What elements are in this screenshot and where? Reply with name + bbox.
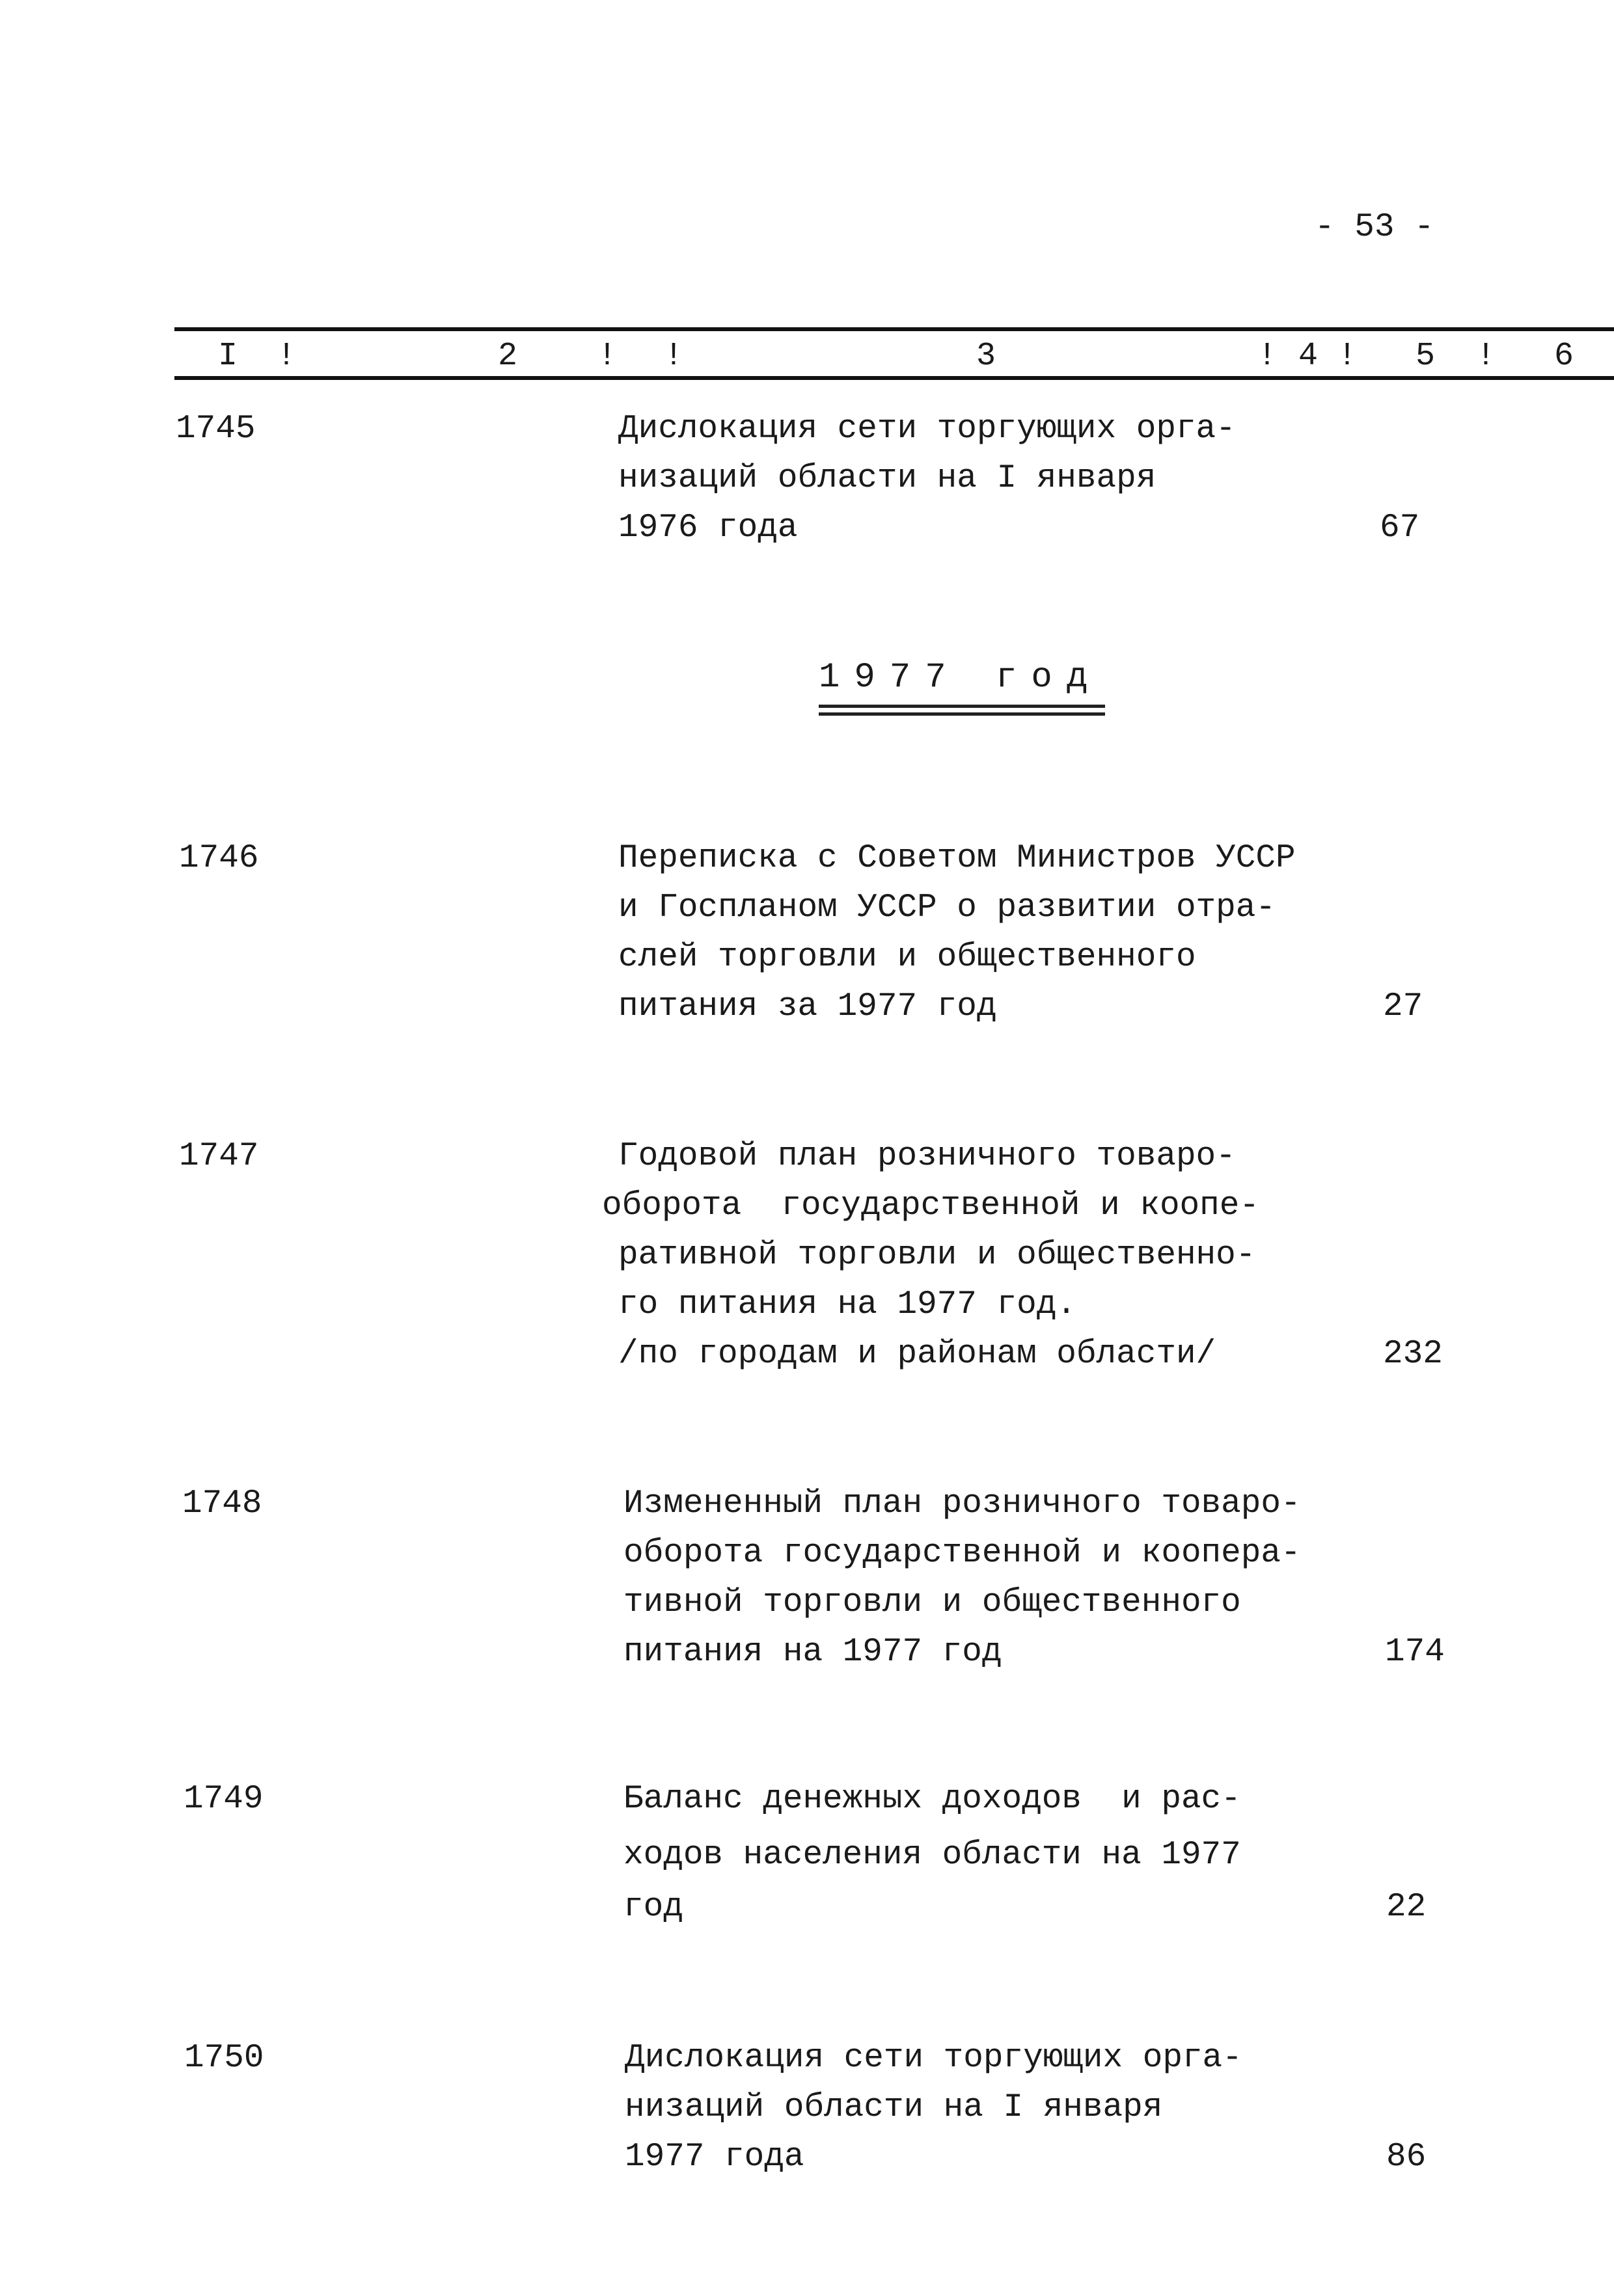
title-line: оборота государственной и коопе- [602,1187,1259,1224]
entry-number: 1746 [179,840,259,877]
sheet-count: 174 [1385,1634,1445,1671]
column-header-3: 3 [976,338,996,375]
title-line: питания на 1977 год [623,1634,1002,1671]
title-line: ходов населения области на 1977 [623,1837,1241,1874]
heading-underline [819,712,1105,716]
title-line: Баланс денежных доходов и рас- [623,1781,1241,1818]
title-line: Дислокация сети торгующих орга- [618,411,1236,448]
title-line: тивной торговли и общественного [623,1584,1241,1621]
title-line: 1976 года [618,509,798,547]
column-separator: ! [1257,338,1278,375]
entry-number: 1749 [184,1781,264,1818]
sheet-count: 86 [1386,2139,1427,2176]
column-header-5: 5 [1416,338,1436,375]
column-header-2: 2 [498,338,518,375]
column-header-4: 4 [1298,338,1319,375]
page-number: - 53 - [1315,209,1434,246]
title-line: Дислокация сети торгующих орга- [625,2040,1242,2077]
column-separator: ! [597,338,618,375]
heading-underline [819,705,1105,708]
entry-number: 1745 [176,411,256,448]
column-header-6: 6 [1554,338,1574,375]
title-line: Измененный план розничного товаро- [623,1485,1301,1522]
table-header-bottom-rule [174,376,1614,380]
title-line: год [623,1889,683,1926]
sheet-count: 22 [1386,1889,1427,1926]
title-line: питания за 1977 год [618,988,997,1025]
column-separator: ! [664,338,684,375]
column-separator: ! [1476,338,1496,375]
sheet-count: 232 [1383,1336,1443,1373]
title-line: 1977 года [625,2139,804,2176]
entry-number: 1750 [184,2040,264,2077]
title-line: Переписка с Советом Министров УССР [618,840,1296,877]
sheet-count: 27 [1383,988,1423,1025]
title-line: слей торговли и общественного [618,939,1196,976]
title-line: оборота государственной и коопера- [623,1535,1301,1572]
column-separator: ! [277,338,297,375]
table-top-rule [174,327,1614,331]
title-line: /по городам и районам области/ [618,1336,1216,1373]
title-line: низаций области на I января [618,460,1156,497]
entry-number: 1748 [182,1485,262,1522]
title-line: низаций области на I января [625,2089,1163,2126]
column-separator: ! [1337,338,1358,375]
section-heading: 1977 год [819,658,1102,697]
title-line: Годовой план розничного товаро- [618,1138,1236,1175]
entry-number: 1747 [179,1138,259,1175]
title-line: ративной торговли и общественно- [618,1237,1256,1274]
title-line: го питания на 1977 год. [618,1286,1076,1323]
title-line: и Госпланом УССР о развитии отра- [618,889,1276,926]
sheet-count: 67 [1380,509,1420,547]
column-header-1: I [218,338,238,375]
